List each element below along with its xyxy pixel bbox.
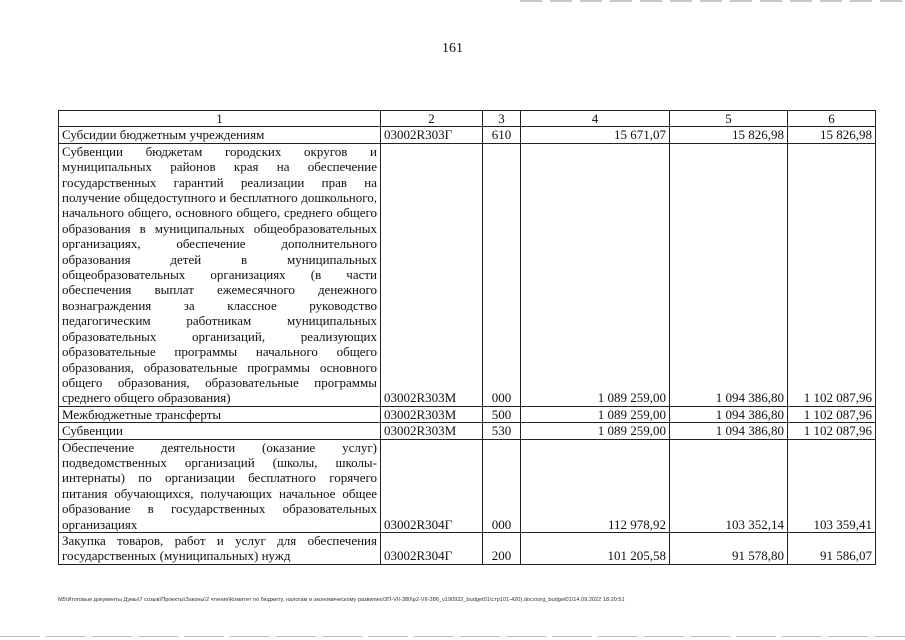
target-code: 03002R304Г — [381, 439, 483, 532]
column-header: 4 — [521, 111, 670, 127]
expense-group: 200 — [483, 532, 521, 564]
item-name: Межбюджетные трансферты — [59, 406, 381, 422]
table-row — [59, 532, 876, 564]
amount-year-3: 103 359,41 — [788, 439, 876, 532]
item-name: Закупка товаров, работ и услуг для обеспечения государственных (муниципальных) нужд — [59, 532, 381, 564]
table-row — [59, 143, 876, 406]
amount-year-1: 1 089 259,00 — [521, 406, 670, 422]
target-code: 03002R303М — [381, 423, 483, 439]
scan-edge-bottom — [0, 636, 905, 637]
amount-year-2: 91 578,80 — [670, 532, 788, 564]
item-name: Субвенции бюджетам городских округов и муниципальных районов края на обеспечение государственных гарантий реализации прав на получение общедоступного и бесплатного дошкольного, начального общего, основного общего, среднего общего образования в муниципальных общеобразовательных организациях, обеспечение дополнительного образования детей в муниципальных общеобразовательных организациях (в части обеспечения выплат ежемесячного денежного вознаграждения за классное руководство педагогическим работникам муниципальных образовательных организаций, реализующих образовательные программы начального общего образования, образовательные программы основного общего образования, образовательные программы среднего общего образования) — [59, 143, 381, 406]
expense-group: 000 — [483, 143, 521, 406]
page-number: 161 — [442, 41, 463, 56]
table-row — [59, 406, 876, 422]
column-header: 1 — [59, 111, 381, 127]
amount-year-2: 1 094 386,80 — [670, 143, 788, 406]
amount-year-2: 1 094 386,80 — [670, 406, 788, 422]
amount-year-3: 1 102 087,96 — [788, 406, 876, 422]
expense-group: 500 — [483, 406, 521, 422]
expense-group: 610 — [483, 127, 521, 143]
amount-year-2: 103 352,14 — [670, 439, 788, 532]
table-row — [59, 127, 876, 143]
item-name: Субсидии бюджетным учреждениям — [59, 127, 381, 143]
amount-year-1: 15 671,07 — [521, 127, 670, 143]
expense-group: 530 — [483, 423, 521, 439]
column-header: 6 — [788, 111, 876, 127]
target-code: 03002R303М — [381, 143, 483, 406]
budget-table — [58, 110, 876, 565]
target-code: 03002R303Г — [381, 127, 483, 143]
amount-year-3: 91 586,07 — [788, 532, 876, 564]
table-header-row — [59, 111, 876, 127]
item-name: Обеспечение деятельности (оказание услуг) подведомственных организаций (школы, школы-интернаты) по организации бесплатного горячего питания обучающихся, получающих начальное общее образование в государственных образовательных организациях — [59, 439, 381, 532]
target-code: 03002R303М — [381, 406, 483, 422]
target-code: 03002R304Г — [381, 532, 483, 564]
amount-year-1: 101 205,58 — [521, 532, 670, 564]
table-row — [59, 423, 876, 439]
column-header: 3 — [483, 111, 521, 127]
column-header: 5 — [670, 111, 788, 127]
column-header: 2 — [381, 111, 483, 127]
amount-year-3: 15 826,98 — [788, 127, 876, 143]
footer-file-path: M5\Итоговые документы Думы\7 созыв\Проекты\Законы\2 чтение\Комитет по бюджету, налогам и экономическому развитию\3П-VII-380\р2-VII-386_v190922_budget01\стр101-420).docx\org_budget01\14.09.2022 18:20:51 — [58, 597, 625, 603]
amount-year-3: 1 102 087,96 — [788, 423, 876, 439]
amount-year-1: 1 089 259,00 — [521, 423, 670, 439]
item-name: Субвенции — [59, 423, 381, 439]
expense-group: 000 — [483, 439, 521, 532]
table-row — [59, 439, 876, 532]
amount-year-1: 1 089 259,00 — [521, 143, 670, 406]
amount-year-3: 1 102 087,96 — [788, 143, 876, 406]
amount-year-2: 15 826,98 — [670, 127, 788, 143]
amount-year-1: 112 978,92 — [521, 439, 670, 532]
scan-edge-top — [520, 0, 905, 2]
amount-year-2: 1 094 386,80 — [670, 423, 788, 439]
